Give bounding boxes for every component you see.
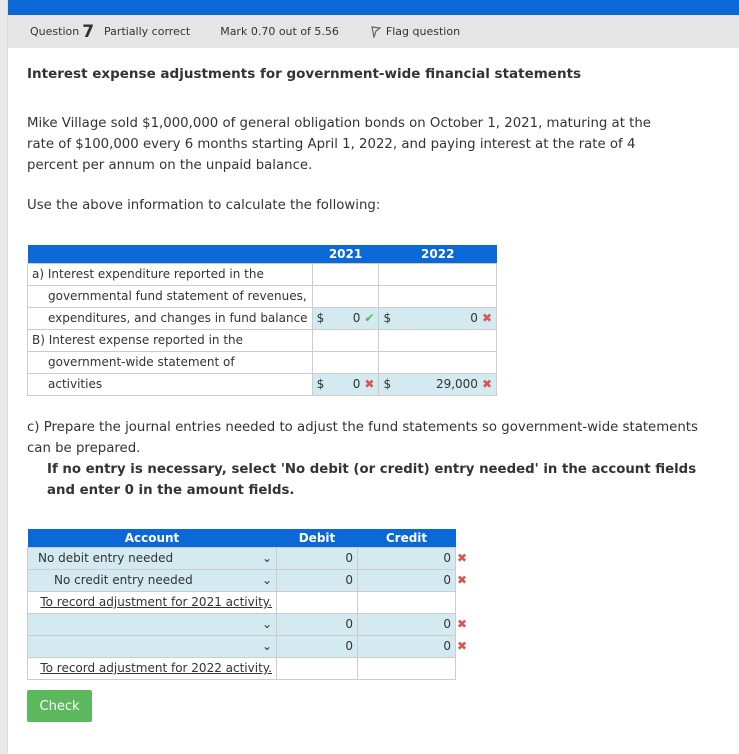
- chevron-down-icon: ⌄: [261, 573, 272, 587]
- cross-icon: ✖: [457, 573, 468, 587]
- row-label: expenditures, and changes in fund balance: [28, 307, 313, 329]
- top-bar: [8, 0, 739, 15]
- check-button[interactable]: Check: [27, 690, 92, 722]
- cross-icon: ✖: [481, 311, 492, 325]
- flag-question-button[interactable]: [371, 25, 460, 38]
- memo-2022: To record adjustment for 2022 activity.: [28, 657, 277, 679]
- debit-input[interactable]: 0: [277, 635, 358, 657]
- value: 0: [470, 311, 478, 325]
- cross-icon: ✖: [457, 639, 468, 653]
- chevron-down-icon: ⌄: [261, 551, 272, 565]
- flag-icon: [371, 26, 381, 38]
- account-select[interactable]: [28, 547, 277, 569]
- credit-input[interactable]: 0: [358, 613, 456, 635]
- b-2022-input[interactable]: [379, 373, 497, 395]
- interest-table: [27, 245, 497, 396]
- account-select[interactable]: [28, 613, 277, 635]
- account-value: No credit entry needed: [54, 573, 193, 587]
- currency: $: [383, 311, 392, 325]
- header-account: Account: [28, 529, 277, 547]
- instruction-text: Use the above information to calculate the following:: [27, 198, 381, 213]
- question-text: Mike Village sold $1,000,000 of general obligation bonds on October 1, 2021, maturing at the rate of $100,000 every 6 months starting April 1, 2022, and paying interest at the rate of 4 percent per annum on the unpaid balance.: [27, 116, 651, 173]
- header-2022: 2022: [379, 245, 497, 263]
- header-debit: Debit: [277, 529, 358, 547]
- flag-question-label: Flag question: [385, 25, 461, 38]
- currency: $: [316, 311, 325, 325]
- debit-input[interactable]: 0: [277, 569, 358, 591]
- row-label: activities: [28, 373, 313, 395]
- memo-2021: To record adjustment for 2021 activity.: [28, 591, 277, 613]
- debit-input[interactable]: 0: [277, 547, 358, 569]
- a-2022-input[interactable]: [379, 307, 497, 329]
- question-label: Question: [30, 25, 80, 38]
- account-select[interactable]: [28, 569, 277, 591]
- header-2021: 2021: [312, 245, 379, 263]
- chevron-down-icon: ⌄: [261, 639, 272, 653]
- currency: $: [316, 377, 325, 391]
- question-number: 7: [82, 21, 95, 42]
- a-2021-input[interactable]: [312, 307, 379, 329]
- cross-icon: ✖: [364, 377, 375, 391]
- currency: $: [383, 377, 392, 391]
- header-blank: [28, 245, 313, 263]
- cross-icon: ✖: [457, 617, 468, 631]
- journal-table: [27, 529, 456, 680]
- value: 29,000: [435, 377, 478, 391]
- question-status: Partially correct: [104, 25, 191, 38]
- question-info-bar: [8, 15, 739, 48]
- part-c-text: c) Prepare the journal entries needed to adjust the fund statements so government-wide statements can be prepared.: [27, 420, 698, 456]
- account-select[interactable]: [28, 635, 277, 657]
- left-strip: [0, 0, 8, 754]
- credit-input[interactable]: 0: [358, 569, 456, 591]
- cross-icon: ✖: [457, 551, 468, 565]
- value: 0: [352, 311, 361, 325]
- part-c-note: If no entry is necessary, select 'No debit (or credit) entry needed' in the account fields and enter 0 in the amount fields.: [47, 462, 697, 498]
- chevron-down-icon: ⌄: [261, 617, 272, 631]
- row-label: B) Interest expense reported in the: [28, 329, 313, 351]
- b-2021-input[interactable]: [312, 373, 379, 395]
- account-value: No debit entry needed: [38, 551, 174, 565]
- row-label: a) Interest expenditure reported in the: [28, 263, 313, 285]
- row-label: government-wide statement of: [28, 351, 313, 373]
- question-mark: Mark 0.70 out of 5.56: [220, 25, 339, 38]
- check-icon: ✔: [364, 311, 375, 325]
- value: 0: [352, 377, 361, 391]
- question-title: Interest expense adjustments for government-wide financial statements: [27, 66, 582, 82]
- row-label: governmental fund statement of revenues,: [28, 285, 313, 307]
- header-credit: Credit: [358, 529, 456, 547]
- credit-input[interactable]: 0: [358, 547, 456, 569]
- cross-icon: ✖: [481, 377, 492, 391]
- debit-input[interactable]: 0: [277, 613, 358, 635]
- credit-input[interactable]: 0: [358, 635, 456, 657]
